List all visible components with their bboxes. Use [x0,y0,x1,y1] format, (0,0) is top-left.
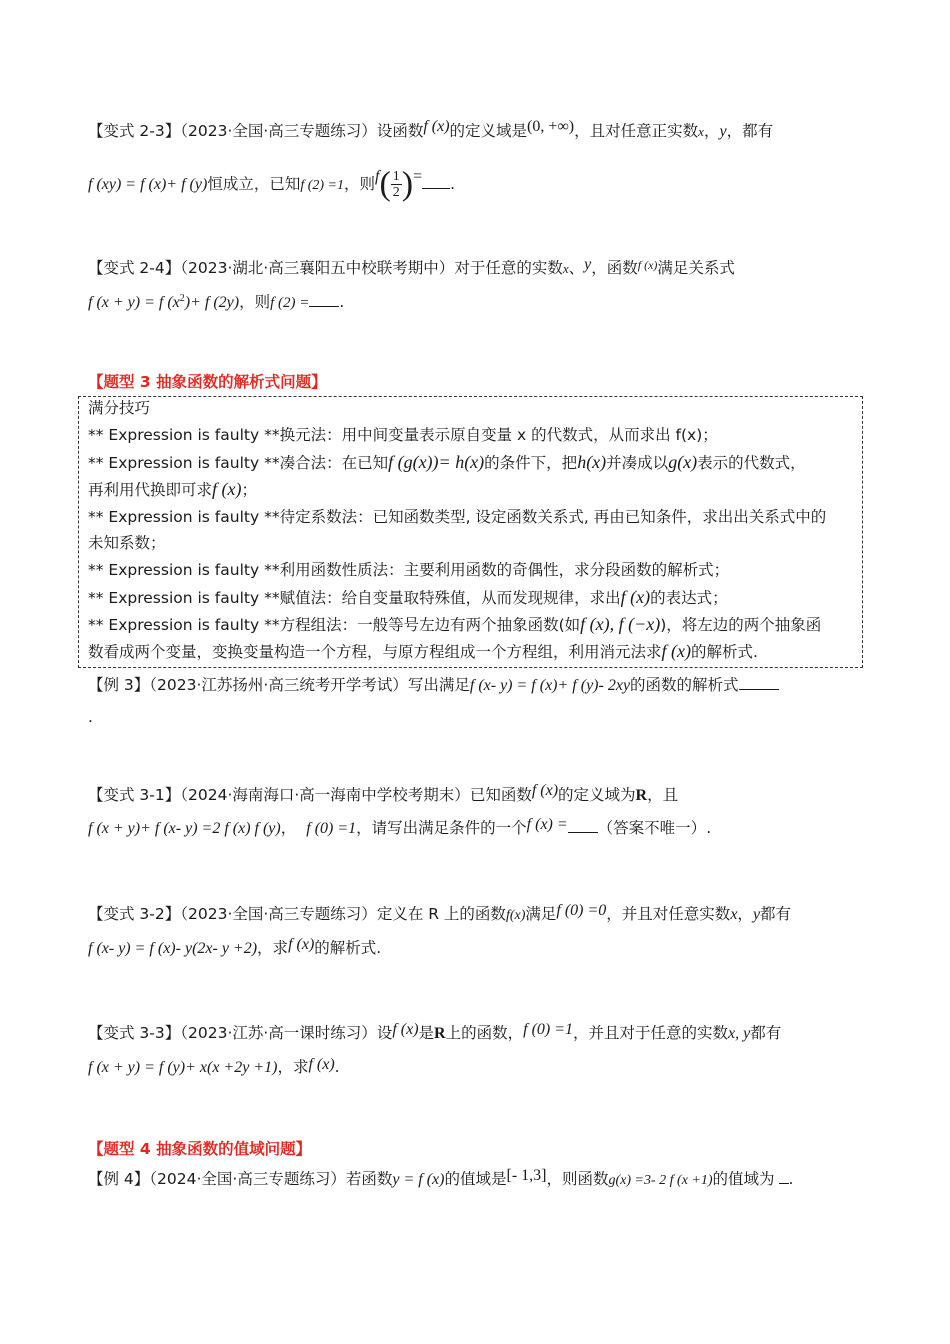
math: f (x) [288,936,315,953]
math: y = f (x) [392,1171,445,1188]
variant-2-4-line-2: f (x + y) = f $(x^2)+ f$ (2y)，则f (2) = . [88,293,345,312]
variant-2-3-line-1: 【变式 2-3】（2023·全国·高三专题练习）设函数f (x)的定义域是(0, +∞)，且对任意正实数x，y，都有 [88,118,774,140]
math: f (0) =1 [306,820,357,837]
tip-line: ** Expression is faulty **凑合法：在已知f (g(x))= h(x)的条件下，把h(x)并凑成以g(x)表示的代数式， [88,452,806,472]
tip-line: 再利用代换即可求f (x)； [88,479,258,499]
math: f (x) [531,782,559,799]
tip-line: ** Expression is faulty **待定系数法：已知函数类型, 设定函数关系式, 再由已知条件，求出出关系式中的 [88,508,827,526]
source: （2023·江苏·高一课时练习） [180,1024,377,1042]
math: [- 1,3] [506,1167,547,1184]
answer-blank[interactable] [568,818,598,833]
math: f (2) = [270,295,310,312]
variant-3-2-line-2: f (x- y) = f (x)- y(2x- y +2)，求f (x)的解析式. [88,936,382,957]
answer-blank[interactable] [739,675,779,690]
math: f (x) [308,1056,335,1073]
math: f (x + y) = f (y)+ x(x +2y +1) [88,1059,278,1076]
variant-tag: 【变式 3-1】 [88,786,181,804]
math: f (2) =1 [300,178,344,193]
math: f (x + y)+ f (x- y) =2 f (x) f (y) [88,820,281,837]
math: f(x) [505,908,526,923]
example-3-line-2: . [88,708,93,726]
math: f (x) = [526,816,568,833]
variant-3-3-line-1: 【变式 3-3】（2023·江苏·高一课时练习）设f (x)是R上的函数，f (0) =1，并且对于任意的实数x, y都有 [88,1021,782,1042]
math: f (x) [392,1021,419,1038]
variant-3-2-line-1: 【变式 3-2】（2023·全国·高三专题练习）定义在 R 上的函数f(x)满足f (0) =0，并且对任意实数x，y都有 [88,902,792,923]
tip-line: ** Expression is faulty **换元法：用中间变量表示原自变量 x 的代数式，从而求出 f(x)； [88,426,718,444]
math: )+ f (2y) [184,294,240,312]
variant-3-3-line-2: f (x + y) = f (y)+ x(x +2y +1)，求f (x). [88,1056,340,1076]
tip-line: 数看成两个变量，变换变量构造一个方程，与原方程组成一个方程组，利用消元法求f (x)的解析式. [88,641,758,661]
math: f (x) [637,258,658,272]
answer-blank[interactable] [422,174,450,189]
tip-line: ** Expression is faulty **方程组法：一般等号左边有两个抽象函数(如f (x), f (−x))，将左边的两个抽象函 [88,614,822,634]
source: （2024·海南海口·高一海南中学校考期末） [180,786,470,804]
math: f (0) =0 [556,902,607,919]
source: （2023·江苏扬州·高三统考开学考试） [149,676,408,694]
answer-blank[interactable] [309,292,339,307]
variant-3-1-line-1: 【变式 3-1】（2024·海南海口·高一海南中学校考期末）已知函数f (x)的定义域为R，且 [88,782,679,804]
source: （2024·全国·高三专题练习） [149,1170,346,1188]
math: f (x- y) = f (x)- y(2x- y +2) [88,940,258,957]
math: f (x + y) = f (x [88,294,180,312]
answer-blank[interactable] [779,1169,789,1184]
tip-line: ** Expression is faulty **赋值法：给自变量取特殊值，从而发现规律，求出f (x)的表达式； [88,587,728,607]
variant-2-4-line-1: 【变式 2-4】（2023·湖北·高三襄阳五中校联考期中）对于任意的实数x、y，函数$^{f (x)}$满足关系式 [88,256,735,277]
section-heading-3: 【题型 3 抽象函数的解析式问题】 [88,373,327,391]
example-tag: 【例 4】 [88,1170,150,1188]
tip-line: 未知系数； [88,534,166,552]
fraction: $\frac{1}{2}$ [392,169,400,200]
example-3-line-1: 【例 3】（2023·江苏扬州·高三统考开学考试）写出满足f (x- y) = f (x)+ f (y)- 2xy的函数的解析式 [88,674,779,697]
source: （2023·湖北·高三襄阳五中校联考期中） [180,259,455,277]
variant-3-1-line-2: f (x + y)+ f (x- y) =2 f (x) f (y)， f (0) =1，请写出满足条件的一个f (x) = （答案不唯一）. [88,816,712,837]
section-heading-4: 【题型 4 抽象函数的值域问题】 [88,1140,312,1158]
variant-tag: 【变式 2-3】 [88,122,181,140]
tips-title: 满分技巧 [88,399,151,417]
math: (0, +∞) [527,118,575,135]
source: （2023·全国·高三专题练习） [180,905,377,923]
tip-line: ** Expression is faulty **利用函数性质法：主要利用函数的奇偶性，求分段函数的解析式； [88,561,730,579]
variant-2-3-line-2: f (xy) = f (x)+ f (y)恒成立，已知f (2) =1，则f( $\frac{1}{2}$ )= . [88,165,456,203]
example-4-line-1: 【例 4】（2024·全国·高三专题练习）若函数y = f (x)的值域是[- 1,3]，则函数g(x) =3- 2 f (x +1)的值域为 . [88,1167,794,1188]
variant-tag: 【变式 2-4】 [88,259,181,277]
math: f (x) [423,118,450,135]
math: f (xy) = f (x)+ f (y) [88,176,208,193]
variant-tag: 【变式 3-2】 [88,905,181,923]
example-tag: 【例 3】 [88,676,150,694]
variant-tag: 【变式 3-3】 [88,1024,181,1042]
math: g(x) =3- 2 f (x +1) [608,1173,713,1188]
math: f (x- y) = f (x)+ f (y)- 2xy [469,677,631,694]
math: f (0) =1 [523,1021,574,1038]
source: （2023·全国·高三专题练习） [180,122,377,140]
